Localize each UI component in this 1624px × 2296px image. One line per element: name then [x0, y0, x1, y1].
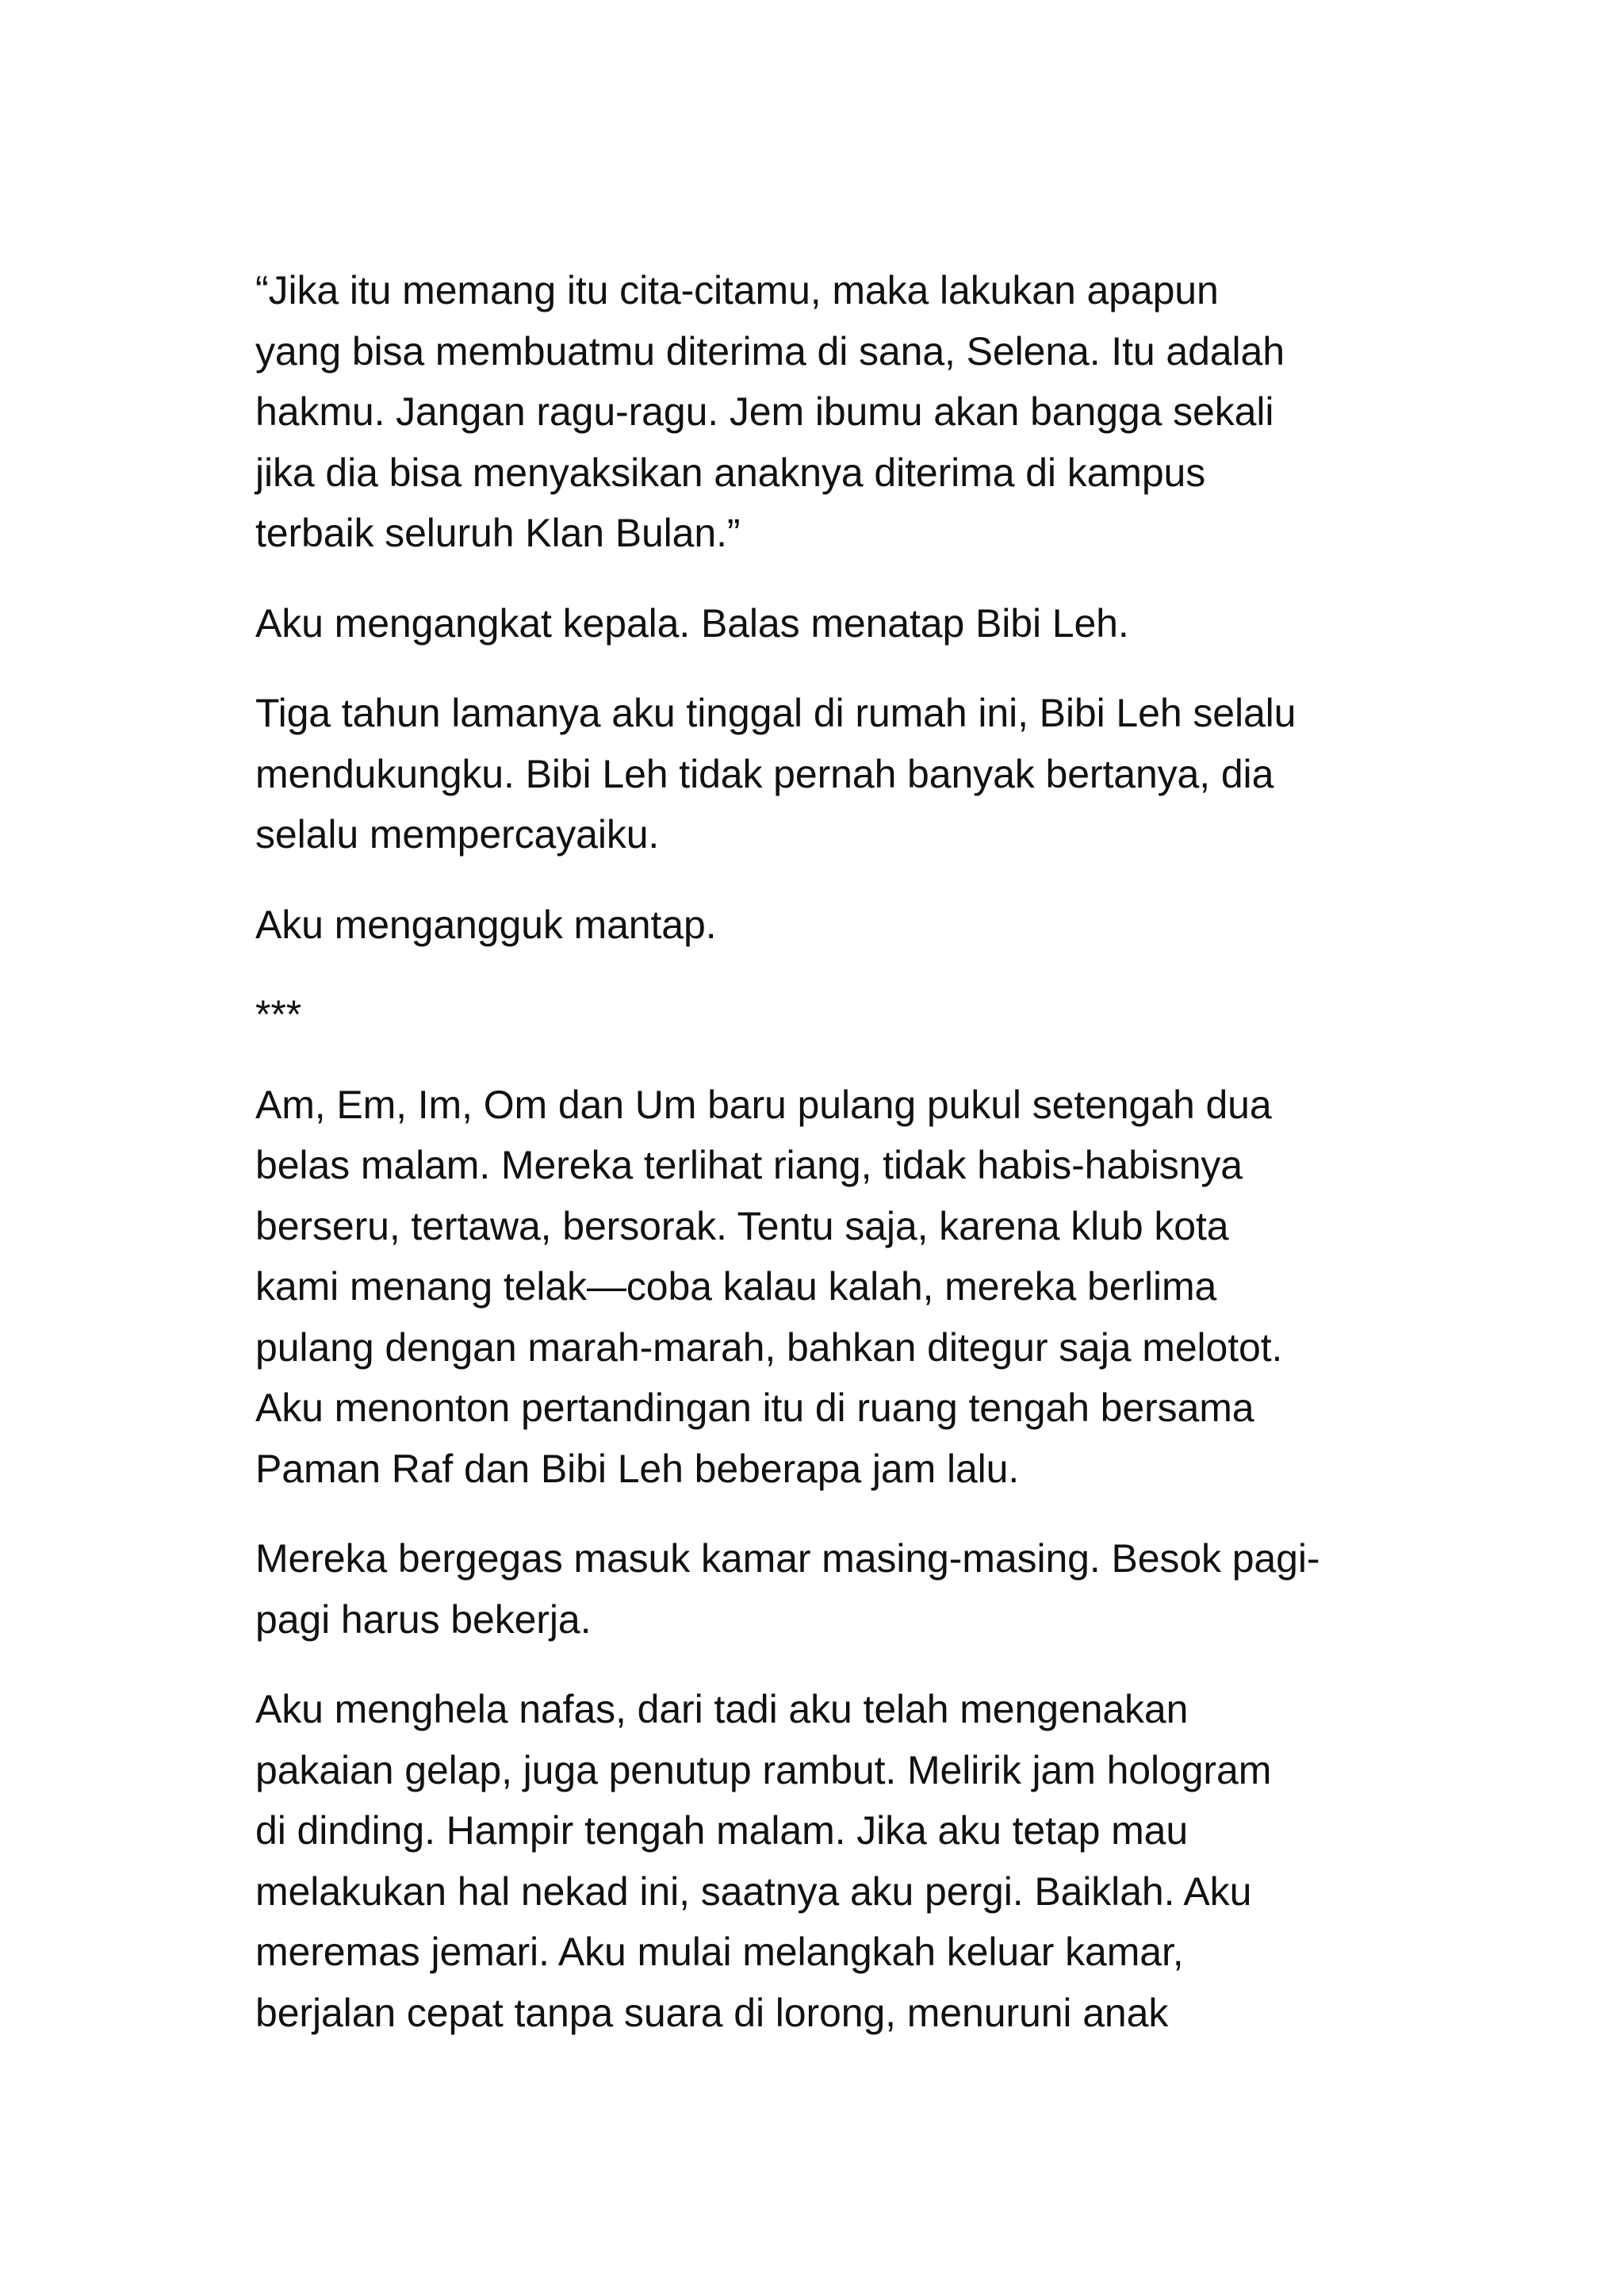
text-line: hakmu. Jangan ragu-ragu. Jem ibumu akan bangga sekali	[255, 389, 1274, 434]
scene-break-text: ***	[255, 992, 302, 1037]
text-line: “Jika itu memang itu cita-citamu, maka lakukan apapun	[255, 268, 1219, 312]
text-line: jika dia bisa menyaksikan anaknya diterima di kampus	[255, 450, 1206, 495]
text-line: melakukan hal nekad ini, saatnya aku pergi. Baiklah. Aku	[255, 1869, 1252, 1914]
text-line: pulang dengan marah-marah, bahkan ditegur saja melotot.	[255, 1324, 1283, 1370]
paragraph	[255, 1075, 1397, 1500]
text-line: terbaik seluruh Klan Bulan.”	[255, 511, 741, 555]
text-line: pagi harus bekerja.	[255, 1596, 592, 1642]
text-line: meremas jemari. Aku mulai melangkah keluar kamar,	[255, 1930, 1184, 1974]
text-line: Am, Em, Im, Om dan Um baru pulang pukul setengah dua	[255, 1082, 1272, 1127]
text-line: selalu mempercayaiku.	[255, 812, 660, 857]
scene-break	[255, 984, 1397, 1045]
text-line: Aku menghela nafas, dari tadi aku telah mengenakan	[255, 1687, 1189, 1731]
text-line: Mereka bergegas masuk kamar masing-masing. Besok pagi-	[255, 1536, 1320, 1581]
text-line: berjalan cepat tanpa suara di lorong, menuruni anak	[255, 1990, 1169, 2035]
text-line: pakaian gelap, juga penutup rambut. Melirik jam hologram	[255, 1747, 1272, 1792]
paragraph-dialogue	[255, 260, 1397, 564]
paragraph	[255, 1528, 1397, 1650]
text-line: di dinding. Hampir tengah malam. Jika aku tetap mau	[255, 1808, 1189, 1853]
text-line: Aku menonton pertandingan itu di ruang tengah bersama	[255, 1386, 1254, 1430]
text-line: mendukungku. Bibi Leh tidak pernah banyak bertanya, dia	[255, 751, 1274, 796]
text-line: Aku mengangguk mantap.	[255, 902, 717, 947]
text-line: kami menang telak—coba kalau kalah, mereka berlima	[255, 1264, 1217, 1309]
body-text	[255, 260, 1397, 2072]
text-line: berseru, tertawa, bersorak. Tentu saja, karena klub kota	[255, 1203, 1229, 1248]
paragraph	[255, 593, 1397, 654]
text-line: belas malam. Mereka terlihat riang, tidak habis-habisnya	[255, 1143, 1243, 1187]
text-line: Aku mengangkat kepala. Balas menatap Bibi Leh.	[255, 600, 1129, 646]
text-line: Paman Raf dan Bibi Leh beberapa jam lalu.	[255, 1446, 1020, 1491]
text-line: yang bisa membuatmu diterima di sana, Selena. Itu adalah	[255, 328, 1285, 374]
paragraph	[255, 1679, 1397, 2043]
text-line: Tiga tahun lamanya aku tinggal di rumah ini, Bibi Leh selalu	[255, 691, 1297, 735]
paragraph	[255, 895, 1397, 956]
paragraph	[255, 683, 1397, 865]
